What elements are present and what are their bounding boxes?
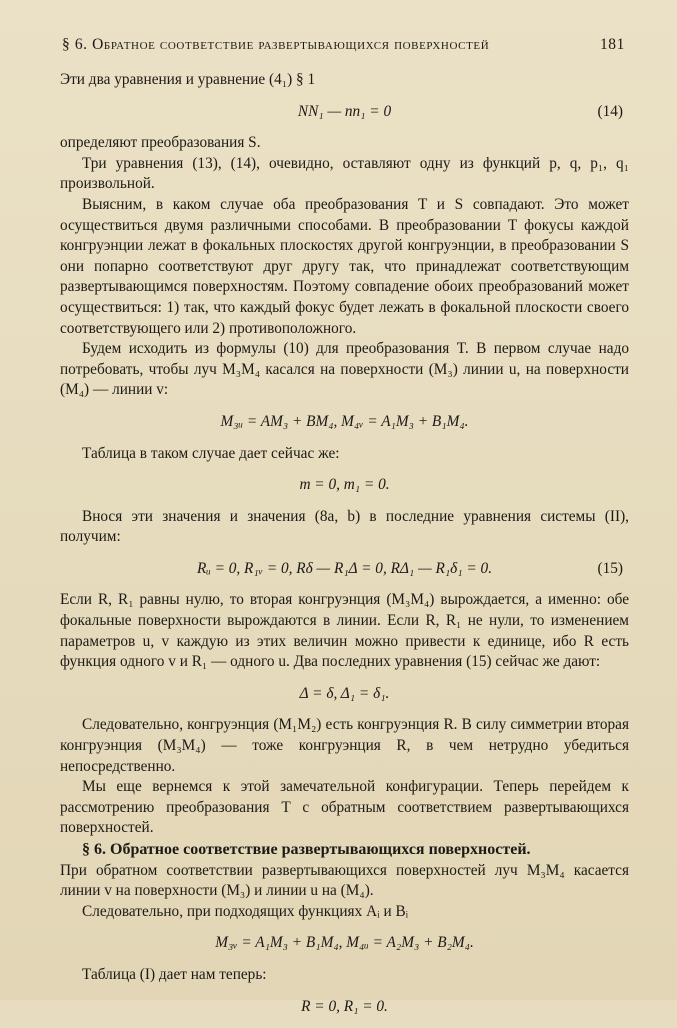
page-body: [60, 70, 629, 1028]
equation: [60, 559, 629, 580]
paragraph: определяют преобразования S.: [60, 134, 261, 152]
paragraph: Внося эти значения и значения (8a, b) в последние уравнения системы (II), получим:: [60, 507, 629, 546]
equation: [60, 412, 629, 433]
page-number: 181: [599, 36, 625, 53]
equation-number: (15): [597, 559, 623, 577]
equation-text: M₃ᵥ = A₁M₃ + B₁M₄, M₄ᵤ = A₂M₃ + B₂M₄.: [215, 934, 474, 952]
equation-text: NN₁ — nn₁ = 0: [297, 102, 392, 120]
paragraph: Таблица (I) дает нам теперь:: [82, 965, 267, 983]
equation-number: (14): [597, 102, 623, 120]
paragraph: Таблица в таком случае дает сейчас же:: [82, 444, 340, 462]
equation: [60, 475, 629, 496]
equation-text: R = 0, R₁ = 0.: [301, 997, 388, 1015]
paragraph: При обратном соответствии развертывающихся поверхностей луч M₃M₄ касается линии v на поверхности (M₃) и линии u на (M₄).: [60, 861, 629, 900]
section-heading: § 6. Обратное соответствие развертывающихся поверхностей.: [82, 841, 531, 858]
equation-text: M₃ᵤ = AM₃ + BM₄, M₄ᵥ = A₁M₃ + B₁M₄.: [220, 412, 469, 430]
equation-text: Rᵤ = 0, R₁ᵥ = 0, Rδ — R₁Δ = 0, RΔ₁ — R₁δ₁ = 0.: [196, 559, 493, 577]
equation-text: m = 0, m₁ = 0.: [299, 476, 390, 494]
paragraph: Если R, R₁ равны нулю, то вторая конгруэнция (M₃M₄) вырождается, а именно: обе фокальные поверхности вырождаются в линии. Если R, R₁ не нули, то изменением параметров u, v каждую из этих величин можно привести к единице, ибо R есть функция одного v и R₁ — одного u. Два последних уравнения (15) сейчас же дают:: [60, 591, 629, 671]
running-header: [62, 36, 625, 54]
running-title: § 6. Обратное соответствие развертывающихся поверхностей: [62, 36, 490, 53]
equation-text: Δ = δ, Δ₁ = δ₁.: [299, 684, 390, 702]
equation: [60, 933, 629, 954]
paragraph: Следовательно, конгруэнция (M₁M₂) есть конгруэнция R. В силу симметрии вторая конгруэнция (M₃M₄) — тоже конгруэнция R, в чем нетрудно убедиться непосредственно.: [60, 716, 629, 775]
paragraph: Будем исходить из формулы (10) для преобразования T. В первом случае надо потребовать, чтобы луч M₃M₄ касался на поверхности (M₃) линии u, на поверхности (M₄) — линии v:: [60, 340, 629, 399]
equation: [60, 102, 629, 123]
paragraph: Эти два уравнения и уравнение (4₁) § 1: [60, 71, 316, 88]
paragraph: Три уравнения (13), (14), очевидно, оставляют одну из функций p, q, p₁, q₁ произвольной.: [60, 154, 629, 193]
equation: [60, 684, 629, 705]
paragraph: Следовательно, при подходящих функциях Aᵢ и Bᵢ: [82, 902, 409, 920]
paragraph: Мы еще вернемся к этой замечательной конфигурации. Теперь перейдем к рассмотрению преобразования T с обратным соответствием развертывающихся поверхностей.: [60, 778, 629, 837]
paragraph: Выясним, в каком случае оба преобразования T и S совпадают. Это может осуществиться двумя различными способами. В преобразовании T фокусы каждой конгруэнции лежат в фокальных плоскостях другой конгруэнции, в преобразовании S они попарно соответствуют друг другу так, что принадлежат соответствующим развертывающимся поверхностям. Поэтому совпадение обоих преобразований может осуществиться: 1) так, что каждый фокус будет лежать в фокальной плоскости своего соответствующего или 2) противоположного.: [60, 195, 629, 337]
